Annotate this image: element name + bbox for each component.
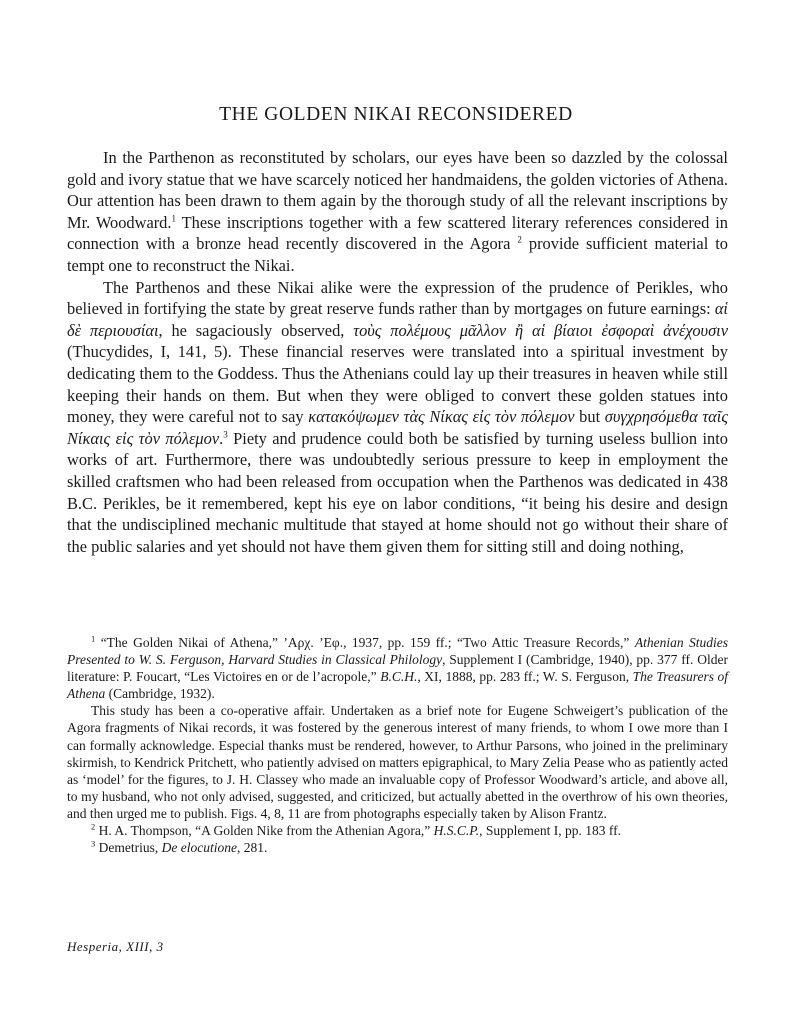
footnote-1-number: 1	[91, 633, 96, 644]
paragraph-2-text-3: (Thucydides, I, 141, 5). These financial reserves were translated into a spiritual investment by dedicating them to the Goddess. Thus the Athenians could lay up their treasures in heaven while still keeping their hands on them. But when they were obliged to convert these golden statues into money, they were careful not to say	[67, 342, 728, 427]
journal-signature: Hesperia, XIII, 3	[67, 939, 164, 954]
footnote-1-title: Athenian Studies Presented to W. S. Ferguson, Harvard Studies in Classical Philology	[67, 635, 729, 668]
footnote-2-text-a: H. A. Thompson, “A Golden Nike from the Athenian Agora,”	[98, 823, 434, 839]
footnote-1-text-g: (Cambridge, 1932).	[105, 686, 215, 702]
footnote-2-text-c: , Supplement I, pp. 183 ff.	[479, 823, 621, 839]
paragraph-1	[67, 147, 728, 277]
footnote-ref-3: 3	[223, 429, 228, 440]
greek-quote-2: τοὺς πολέμους μᾶλλον ἢ αἱ βίαιοι ἐσφοραὶ ἀνέχουσιν	[353, 320, 728, 340]
footnote-2	[67, 822, 728, 839]
acknowledgement: This study has been a co-operative affair. Undertaken as a brief note for Eugene Schweigert’s publication of the Agora fragments of Nikai records, it was fostered by the generous interest of many friends, to whom I owe more than I can formally acknowledge. Especial thanks must be rendered, however, to Arthur Parsons, who joined in the preliminary skirmish, to Kendrick Pritchett, who patiently advised on matters epigraphical, to Mary Zelia Pease who as patiently acted as ‘model’ for the figures, to J. H. Classey who made an invaluable copy of Professor Woodward’s article, and above all, to my husband, who not only advised, suggested, and criticized, but actually abetted in the overthrow of his own theories, and then urged me to publish. Figs. 4, 8, 11 are from photographs especially taken by Alison Frantz.	[67, 703, 728, 821]
paragraph-2-text-6: Piety and prudence could both be satisfied by turning useless bullion into works of art. Furthermore, there was undoubtedly serious pressure to keep in employment the skilled craftsmen who had been released from occupation when the Parthenos was dedicated in 438 B.C. Perikles, be it remembered, kept his eye on labor conditions, “it being his desire and design that the undisciplined mechanic multitude that stayed at home should not go without their share of the public salaries and yet should not have them given them for sitting still and doing nothing,	[67, 428, 728, 556]
footnote-3-number: 3	[91, 838, 96, 849]
footnote-1-text-a: “The Golden Nikai of Athena,” ’Αρχ. ’Εφ., 1937, pp. 159 ff.; “Two Attic Treasure Records,”	[100, 635, 635, 650]
article-body	[67, 147, 728, 557]
footnote-3-text-c: , 281.	[236, 840, 268, 856]
footnote-1-journal: B.C.H.	[380, 669, 418, 685]
paragraph-2	[67, 277, 728, 558]
paragraph-1-text-2: These inscriptions together with a few scattered literary references considered in connection with a bronze head recently discovered in the Agora	[67, 212, 728, 254]
footnote-1-text-e: , XI, 1888, pp. 283 ff.; W. S. Ferguson,	[417, 669, 633, 685]
greek-quote-1: αἱ δὲ περιουσίαι	[67, 299, 728, 340]
paragraph-2-text-5: .	[219, 428, 224, 448]
footnote-1	[67, 634, 728, 702]
footnote-3-text-a: Demetrius,	[98, 840, 162, 856]
footnote-ref-1: 1	[171, 213, 176, 224]
footnote-2-number: 2	[91, 821, 96, 832]
paragraph-2-text-1: The Parthenos and these Nikai alike were the expression of the prudence of Perikles, who believed in fortifying the state by great reserve funds rather than by mortgages on future earnings:	[67, 277, 728, 319]
greek-quote-4: συγχρησόμεθα ταῖς Νίκαις εἰς τὸν πόλεμον	[67, 407, 728, 448]
paragraph-2-text-4: but	[574, 407, 605, 427]
footnotes	[67, 634, 728, 856]
footnote-3-title: De elocutione	[161, 840, 237, 856]
paragraph-1-text-3: provide sufficient material to tempt one to reconstruct the Nikai.	[67, 234, 728, 275]
footnote-ref-2: 2	[517, 234, 522, 245]
footnote-2-journal: H.S.C.P.	[433, 823, 480, 839]
article-title: THE GOLDEN NIKAI RECONSIDERED	[219, 104, 573, 125]
footnote-3	[67, 839, 728, 856]
paragraph-1-text: In the Parthenon as reconstituted by scholars, our eyes have been so dazzled by the colossal gold and ivory statue that we have scarcely noticed her handmaidens, the golden victories of Athena. Our attention has been drawn to them again by the thorough study of all the relevant inscriptions by Mr. Woodward.	[67, 148, 728, 232]
paragraph-2-text-2: , he sagaciously observed,	[158, 320, 354, 340]
footnote-1-text-c: , Supplement I (Cambridge, 1940), pp. 377 ff. Older literature: P. Foucart, “Les Victoires en or de l’acropole,”	[67, 652, 728, 685]
greek-quote-3: κατακόψωμεν τὰς Νίκας εἰς τὸν πόλεμον	[308, 407, 575, 427]
footnote-1-book: The Treasurers of Athena	[67, 669, 729, 702]
